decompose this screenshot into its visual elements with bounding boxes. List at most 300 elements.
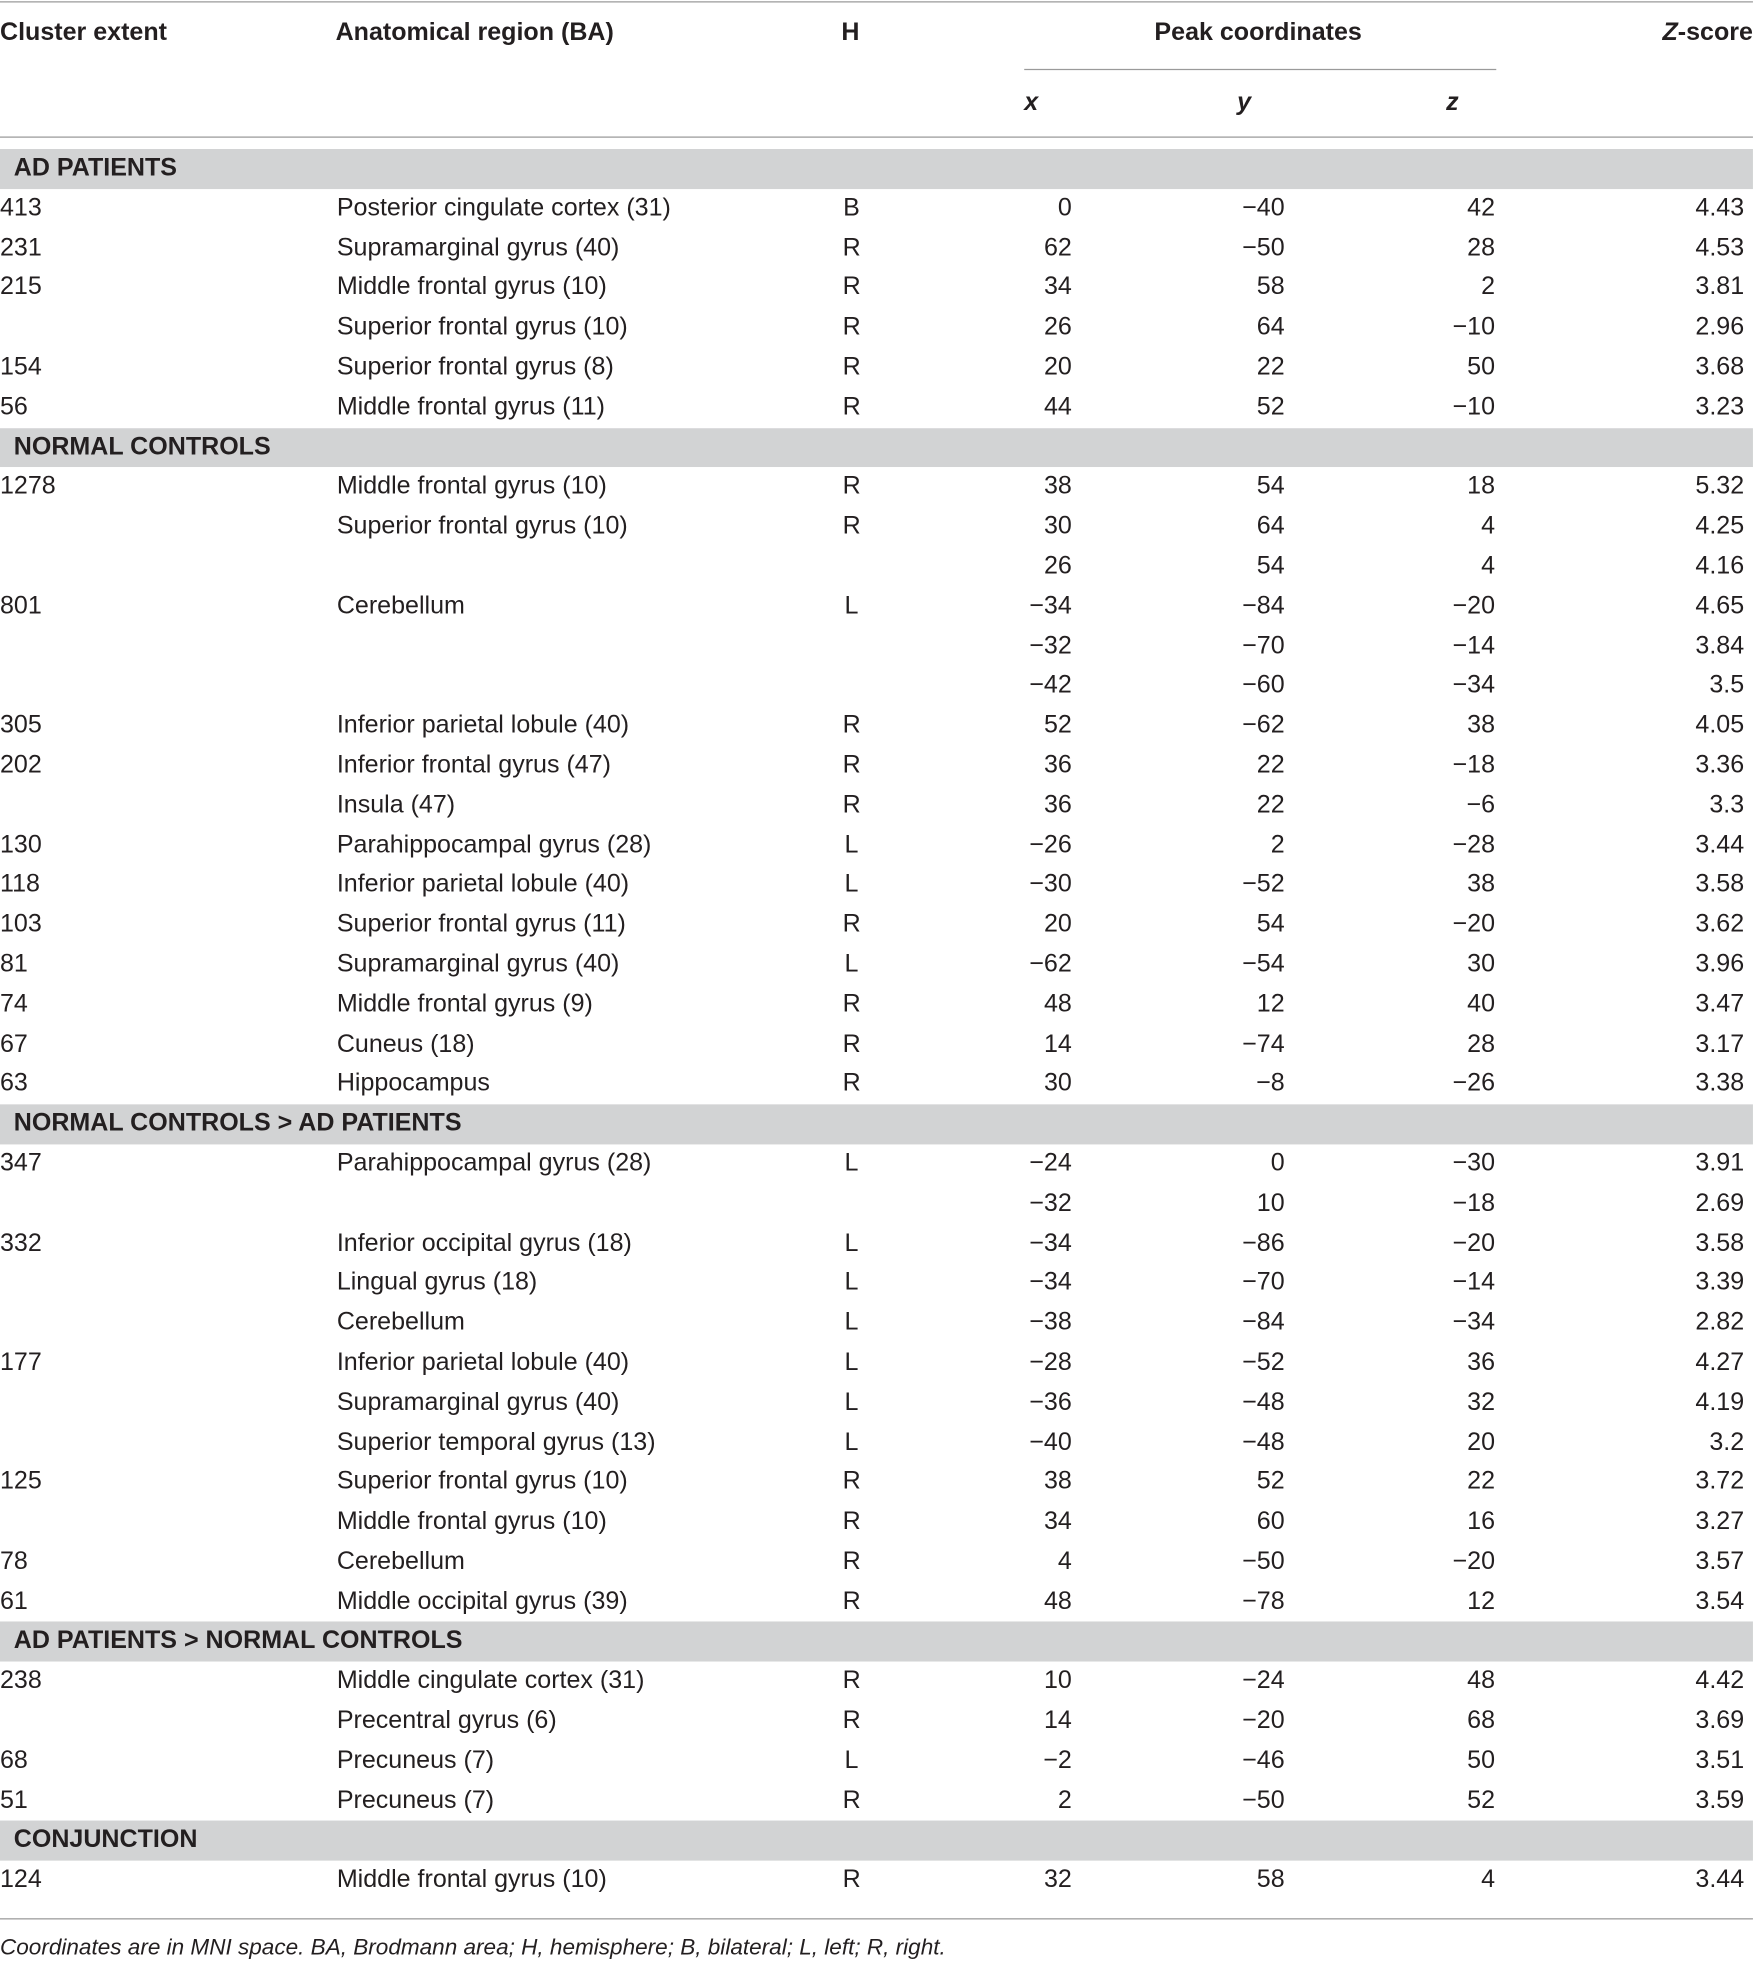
- cell-zscore: 3.58: [1695, 1228, 1745, 1257]
- cell-cluster-extent: 103: [0, 910, 42, 938]
- cell-y: 54: [1256, 910, 1285, 938]
- table-row: [0, 826, 1753, 866]
- cell-y: −74: [1242, 1029, 1285, 1058]
- cell-y: −20: [1242, 1706, 1285, 1735]
- cell-x: 34: [1043, 1507, 1072, 1536]
- cell-y: −60: [1242, 671, 1285, 700]
- cell-anatomical-region: Hippocampus: [336, 1069, 490, 1098]
- cell-y: 12: [1256, 990, 1285, 1018]
- cell-zscore: 3.39: [1695, 1268, 1745, 1297]
- cell-z: −14: [1452, 1268, 1496, 1297]
- cell-x: 26: [1043, 552, 1072, 580]
- cell-cluster-extent: 130: [0, 830, 42, 859]
- header-bottom-rule: [0, 136, 1753, 137]
- cell-cluster-extent: 177: [0, 1348, 42, 1376]
- cell-x: 20: [1043, 910, 1072, 938]
- cell-hemisphere: L: [844, 830, 859, 859]
- cell-cluster-extent: 215: [0, 273, 42, 301]
- cell-anatomical-region: Parahippocampal gyrus (28): [336, 1149, 652, 1177]
- cell-y: −52: [1242, 1348, 1285, 1376]
- header-peak-coordinates: Peak coordinates: [1154, 18, 1362, 47]
- cell-hemisphere: L: [844, 1228, 859, 1257]
- section-label: AD PATIENTS: [13, 154, 178, 182]
- section-header: [0, 149, 1753, 189]
- table-row: [0, 268, 1753, 308]
- header-zscore-rest: -score: [1677, 18, 1753, 47]
- cell-cluster-extent: 801: [0, 591, 42, 620]
- cell-hemisphere: R: [842, 1666, 861, 1695]
- table-row: [0, 348, 1753, 388]
- cell-anatomical-region: Precentral gyrus (6): [336, 1706, 557, 1735]
- header-zscore: [1662, 18, 1752, 48]
- cell-cluster-extent: 125: [0, 1467, 42, 1496]
- cell-x: 48: [1043, 1587, 1072, 1615]
- cell-anatomical-region: Superior frontal gyrus (10): [336, 1467, 628, 1496]
- table-footnote: Coordinates are in MNI space. BA, Brodmann area; H, hemisphere; B, bilateral; L, left; R, right.: [0, 1934, 946, 1960]
- cell-hemisphere: R: [842, 392, 861, 421]
- cell-y: 22: [1256, 791, 1285, 819]
- cell-anatomical-region: Superior temporal gyrus (13): [336, 1428, 656, 1456]
- cell-z: 22: [1467, 1467, 1496, 1496]
- cell-y: −46: [1242, 1746, 1285, 1775]
- cell-cluster-extent: 118: [0, 870, 40, 899]
- cell-hemisphere: R: [842, 512, 861, 540]
- cell-cluster-extent: 67: [0, 1029, 28, 1058]
- cell-cluster-extent: 63: [0, 1069, 28, 1098]
- cell-zscore: 4.43: [1695, 193, 1745, 222]
- cell-z: 2: [1481, 273, 1496, 301]
- table-row: [0, 308, 1753, 348]
- section-header: [0, 428, 1753, 468]
- cell-y: 10: [1256, 1189, 1285, 1217]
- cell-x: −34: [1029, 1268, 1072, 1297]
- cell-y: −52: [1242, 870, 1285, 899]
- cell-z: 16: [1467, 1507, 1496, 1536]
- cell-zscore: 3.59: [1695, 1786, 1745, 1814]
- cell-cluster-extent: 78: [0, 1547, 28, 1576]
- cell-hemisphere: B: [843, 193, 860, 222]
- cell-hemisphere: L: [844, 1388, 859, 1416]
- cell-x: −40: [1029, 1428, 1072, 1456]
- cell-x: 4: [1057, 1547, 1072, 1576]
- cell-x: 62: [1043, 233, 1072, 262]
- cell-x: 26: [1043, 313, 1072, 341]
- cell-x: 36: [1043, 751, 1072, 779]
- cell-y: −50: [1242, 1786, 1285, 1814]
- cell-hemisphere: R: [842, 313, 861, 341]
- cell-z: 20: [1467, 1428, 1496, 1456]
- cell-anatomical-region: Parahippocampal gyrus (28): [336, 830, 652, 859]
- cell-zscore: 4.25: [1695, 512, 1745, 540]
- table-row: [0, 1343, 1753, 1383]
- cell-z: −6: [1466, 791, 1496, 819]
- cell-z: −26: [1452, 1069, 1496, 1098]
- cell-hemisphere: R: [842, 472, 861, 501]
- cell-hemisphere: R: [842, 1029, 861, 1058]
- cell-x: −32: [1029, 631, 1072, 660]
- cell-y: 52: [1256, 392, 1285, 421]
- header-x: x: [1024, 88, 1039, 117]
- cell-hemisphere: L: [844, 1746, 859, 1775]
- cell-x: −36: [1029, 1388, 1072, 1416]
- cell-x: −42: [1029, 671, 1072, 700]
- cell-anatomical-region: Insula (47): [336, 791, 456, 819]
- cell-zscore: 3.68: [1695, 353, 1745, 381]
- table-row: [0, 547, 1753, 587]
- cell-cluster-extent: 124: [0, 1865, 42, 1894]
- cell-zscore: 3.62: [1695, 910, 1745, 938]
- cell-hemisphere: L: [844, 1348, 859, 1376]
- table-row: [0, 905, 1753, 945]
- table-row: [0, 1781, 1753, 1821]
- cell-y: −86: [1242, 1228, 1285, 1257]
- table-row: [0, 1264, 1753, 1304]
- cell-z: 4: [1481, 552, 1496, 580]
- section-label: NORMAL CONTROLS > AD PATIENTS: [13, 1109, 462, 1138]
- cell-y: −8: [1256, 1069, 1285, 1098]
- cell-hemisphere: L: [844, 870, 859, 899]
- cell-zscore: 3.72: [1695, 1467, 1745, 1496]
- header-zscore-italic: Z: [1662, 18, 1678, 47]
- cell-cluster-extent: 56: [0, 392, 28, 421]
- cell-hemisphere: R: [842, 353, 861, 381]
- table-row: [0, 189, 1753, 229]
- cell-cluster-extent: 1278: [0, 472, 56, 501]
- cell-x: −38: [1029, 1308, 1072, 1337]
- cell-y: −70: [1242, 1268, 1285, 1297]
- cell-anatomical-region: Supramarginal gyrus (40): [336, 950, 620, 978]
- cell-hemisphere: L: [844, 1268, 859, 1297]
- cell-anatomical-region: Cerebellum: [336, 591, 465, 620]
- cell-x: 36: [1043, 791, 1072, 819]
- cell-anatomical-region: Precuneus (7): [336, 1746, 495, 1775]
- section-label: CONJUNCTION: [13, 1826, 198, 1854]
- cell-z: 38: [1467, 870, 1496, 899]
- cell-cluster-extent: 332: [0, 1228, 42, 1257]
- cell-z: −14: [1452, 631, 1496, 660]
- table-row: [0, 1861, 1753, 1901]
- cell-x: 34: [1043, 273, 1072, 301]
- cell-anatomical-region: Precuneus (7): [336, 1786, 495, 1814]
- cell-anatomical-region: Inferior occipital gyrus (18): [336, 1228, 632, 1257]
- table-row: [0, 468, 1753, 508]
- cell-z: 32: [1467, 1388, 1496, 1416]
- cell-hemisphere: R: [842, 1547, 861, 1576]
- table-row: [0, 945, 1753, 985]
- table-row: [0, 229, 1753, 269]
- cell-hemisphere: R: [842, 233, 861, 262]
- cell-y: −84: [1242, 591, 1285, 620]
- cell-y: 58: [1256, 1865, 1285, 1894]
- cell-zscore: 2.69: [1695, 1189, 1745, 1217]
- section-header: [0, 1105, 1753, 1145]
- table-row: [0, 627, 1753, 667]
- cell-y: 52: [1256, 1467, 1285, 1496]
- cell-anatomical-region: Middle occipital gyrus (39): [336, 1587, 628, 1615]
- cell-y: 58: [1256, 273, 1285, 301]
- cell-hemisphere: R: [842, 1865, 861, 1894]
- cell-y: −48: [1242, 1388, 1285, 1416]
- table-row: [0, 1144, 1753, 1184]
- cell-zscore: 3.17: [1695, 1029, 1745, 1058]
- cell-y: 54: [1256, 552, 1285, 580]
- table-row: [0, 706, 1753, 746]
- cell-y: −50: [1242, 1547, 1285, 1576]
- cell-hemisphere: L: [844, 1308, 859, 1337]
- cell-anatomical-region: Inferior parietal lobule (40): [336, 1348, 630, 1376]
- cell-x: 32: [1043, 1865, 1072, 1894]
- cell-z: 18: [1467, 472, 1496, 501]
- cell-z: −10: [1452, 392, 1496, 421]
- cell-z: 38: [1467, 711, 1496, 739]
- cell-y: 2: [1270, 830, 1285, 859]
- section-label: NORMAL CONTROLS: [13, 432, 271, 461]
- table-row: [0, 1542, 1753, 1582]
- peak-coordinates-rule: [1024, 69, 1496, 70]
- cell-hemisphere: R: [842, 1467, 861, 1496]
- cell-zscore: 3.54: [1695, 1587, 1745, 1615]
- cell-y: 54: [1256, 472, 1285, 501]
- table-row: [0, 1503, 1753, 1543]
- cell-zscore: 3.38: [1695, 1069, 1745, 1098]
- cell-x: −30: [1029, 870, 1072, 899]
- cell-cluster-extent: 81: [0, 950, 28, 978]
- cell-anatomical-region: Cuneus (18): [336, 1029, 475, 1058]
- cell-z: 42: [1467, 193, 1496, 222]
- cell-cluster-extent: 68: [0, 1746, 28, 1775]
- cell-y: 22: [1256, 751, 1285, 779]
- cell-z: −20: [1452, 1547, 1496, 1576]
- cell-z: 28: [1467, 1029, 1496, 1058]
- table-row: [0, 1582, 1753, 1622]
- cell-anatomical-region: Superior frontal gyrus (8): [336, 353, 614, 381]
- cell-z: 30: [1467, 950, 1496, 978]
- cell-anatomical-region: Middle frontal gyrus (10): [336, 1507, 607, 1536]
- header-z: z: [1446, 88, 1459, 117]
- cell-hemisphere: R: [842, 751, 861, 779]
- cell-anatomical-region: Superior frontal gyrus (10): [336, 313, 628, 341]
- cell-x: −2: [1043, 1746, 1072, 1775]
- cell-anatomical-region: Supramarginal gyrus (40): [336, 1388, 620, 1416]
- cell-y: 0: [1270, 1149, 1285, 1177]
- cell-hemisphere: R: [842, 910, 861, 938]
- cell-hemisphere: R: [842, 1069, 861, 1098]
- cell-x: 14: [1043, 1706, 1072, 1735]
- cell-z: −20: [1452, 1228, 1496, 1257]
- cell-cluster-extent: 413: [0, 193, 42, 222]
- table-row: [0, 985, 1753, 1025]
- cell-hemisphere: R: [842, 273, 861, 301]
- cell-cluster-extent: 231: [0, 233, 42, 262]
- cell-z: −20: [1452, 591, 1496, 620]
- cell-x: 30: [1043, 1069, 1072, 1098]
- cell-zscore: 2.82: [1695, 1308, 1745, 1337]
- table-row: [0, 1742, 1753, 1782]
- table-row: [0, 866, 1753, 906]
- table-row: [0, 1662, 1753, 1702]
- cell-x: 10: [1043, 1666, 1072, 1695]
- cell-z: −34: [1452, 1308, 1496, 1337]
- cell-hemisphere: L: [844, 950, 859, 978]
- cell-cluster-extent: 305: [0, 711, 42, 739]
- table-body: [0, 149, 1753, 1901]
- cell-x: −62: [1029, 950, 1072, 978]
- header-anatomical-region: Anatomical region (BA): [335, 18, 614, 47]
- cell-z: 40: [1467, 990, 1496, 1018]
- cell-anatomical-region: Middle frontal gyrus (11): [336, 392, 605, 421]
- header-hemisphere: H: [841, 18, 860, 47]
- cell-zscore: 3.96: [1695, 950, 1745, 978]
- table-row: [0, 667, 1753, 707]
- cell-x: 52: [1043, 711, 1072, 739]
- cell-anatomical-region: Supramarginal gyrus (40): [336, 233, 620, 262]
- cell-x: −34: [1029, 1228, 1072, 1257]
- cell-z: 48: [1467, 1666, 1496, 1695]
- cell-hemisphere: R: [842, 990, 861, 1018]
- cell-x: 38: [1043, 472, 1072, 501]
- cell-y: −50: [1242, 233, 1285, 262]
- cell-x: −24: [1029, 1149, 1072, 1177]
- table-row: [0, 1423, 1753, 1463]
- cell-zscore: 3.91: [1695, 1149, 1745, 1177]
- cell-z: −10: [1452, 313, 1496, 341]
- cell-hemisphere: R: [842, 1706, 861, 1735]
- cell-y: 64: [1256, 512, 1285, 540]
- cell-cluster-extent: 51: [0, 1786, 28, 1814]
- cell-zscore: 3.27: [1695, 1507, 1745, 1536]
- cell-x: −28: [1029, 1348, 1072, 1376]
- cell-cluster-extent: 61: [0, 1587, 28, 1615]
- cell-zscore: 3.81: [1695, 273, 1745, 301]
- cell-anatomical-region: Posterior cingulate cortex (31): [336, 193, 671, 222]
- cell-zscore: 3.44: [1695, 1865, 1745, 1894]
- table-row: [0, 1383, 1753, 1423]
- cell-z: 4: [1481, 1865, 1496, 1894]
- cell-zscore: 3.84: [1695, 631, 1745, 660]
- cell-x: 44: [1043, 392, 1072, 421]
- header-y: y: [1237, 88, 1252, 117]
- cell-z: 4: [1481, 512, 1496, 540]
- cell-x: 38: [1043, 1467, 1072, 1496]
- table-row: [0, 1702, 1753, 1742]
- table-row: [0, 1184, 1753, 1224]
- table-row: [0, 1304, 1753, 1344]
- section-label: AD PATIENTS > NORMAL CONTROLS: [13, 1627, 463, 1655]
- table-row: [0, 388, 1753, 428]
- cell-zscore: 3.3: [1709, 791, 1745, 819]
- table-row: [0, 1025, 1753, 1065]
- cell-z: −20: [1452, 910, 1496, 938]
- cell-anatomical-region: Inferior parietal lobule (40): [336, 870, 630, 899]
- cell-x: 14: [1043, 1029, 1072, 1058]
- cell-x: −34: [1029, 591, 1072, 620]
- cell-hemisphere: L: [844, 1428, 859, 1456]
- table-row: [0, 746, 1753, 786]
- cell-cluster-extent: 347: [0, 1149, 42, 1177]
- cell-z: −30: [1452, 1149, 1496, 1177]
- cell-anatomical-region: Cerebellum: [336, 1308, 465, 1337]
- cell-x: −26: [1029, 830, 1072, 859]
- cell-zscore: 3.23: [1695, 392, 1745, 421]
- cell-zscore: 3.69: [1695, 1706, 1745, 1735]
- cell-y: −48: [1242, 1428, 1285, 1456]
- cell-z: 28: [1467, 233, 1496, 262]
- table-row: [0, 1224, 1753, 1264]
- cell-zscore: 2.96: [1695, 313, 1745, 341]
- table-row: [0, 587, 1753, 627]
- cell-z: 68: [1467, 1706, 1496, 1735]
- cell-z: −34: [1452, 671, 1496, 700]
- cell-hemisphere: L: [844, 1149, 859, 1177]
- cell-y: 22: [1256, 353, 1285, 381]
- cell-x: −32: [1029, 1189, 1072, 1217]
- cell-anatomical-region: Middle frontal gyrus (9): [336, 990, 593, 1018]
- cell-zscore: 3.51: [1695, 1746, 1745, 1775]
- cell-y: −70: [1242, 631, 1285, 660]
- cell-zscore: 4.65: [1695, 591, 1745, 620]
- table-row: [0, 1065, 1753, 1105]
- cell-cluster-extent: 74: [0, 990, 28, 1018]
- cell-x: 20: [1043, 353, 1072, 381]
- cell-zscore: 4.19: [1695, 1388, 1745, 1416]
- cell-zscore: 4.53: [1695, 233, 1745, 262]
- cell-cluster-extent: 154: [0, 353, 42, 381]
- cell-anatomical-region: Lingual gyrus (18): [336, 1268, 538, 1297]
- cell-zscore: 3.57: [1695, 1547, 1745, 1576]
- cell-zscore: 3.58: [1695, 870, 1745, 899]
- table-row: [0, 786, 1753, 826]
- cell-y: −62: [1242, 711, 1285, 739]
- cell-anatomical-region: Inferior parietal lobule (40): [336, 711, 630, 739]
- table-bottom-rule: [0, 1918, 1753, 1919]
- cell-y: −84: [1242, 1308, 1285, 1337]
- cell-z: 12: [1467, 1587, 1496, 1615]
- cell-y: −54: [1242, 950, 1285, 978]
- cell-hemisphere: R: [842, 791, 861, 819]
- cell-z: −18: [1452, 751, 1496, 779]
- cell-x: 30: [1043, 512, 1072, 540]
- table-top-rule: [0, 1, 1753, 2]
- cell-zscore: 3.2: [1709, 1428, 1745, 1456]
- cell-zscore: 4.42: [1695, 1666, 1745, 1695]
- cell-z: −28: [1452, 830, 1496, 859]
- table-row: [0, 507, 1753, 547]
- cell-zscore: 3.5: [1709, 671, 1745, 700]
- table-row: [0, 1463, 1753, 1503]
- cell-y: −78: [1242, 1587, 1285, 1615]
- cell-hemisphere: R: [842, 711, 861, 739]
- cell-z: 50: [1467, 353, 1496, 381]
- cell-anatomical-region: Middle frontal gyrus (10): [336, 1865, 607, 1894]
- cell-anatomical-region: Superior frontal gyrus (10): [336, 512, 628, 540]
- cell-cluster-extent: 202: [0, 751, 42, 779]
- cell-hemisphere: R: [842, 1786, 861, 1814]
- cell-anatomical-region: Inferior frontal gyrus (47): [336, 751, 612, 779]
- cell-x: 2: [1057, 1786, 1072, 1814]
- cell-y: −24: [1242, 1666, 1285, 1695]
- cell-hemisphere: R: [842, 1507, 861, 1536]
- section-header: [0, 1622, 1753, 1662]
- cell-x: 48: [1043, 990, 1072, 1018]
- cell-z: 36: [1467, 1348, 1496, 1376]
- cell-zscore: 4.05: [1695, 711, 1745, 739]
- cell-zscore: 4.16: [1695, 552, 1745, 580]
- cell-zscore: 3.44: [1695, 830, 1745, 859]
- cell-zscore: 3.47: [1695, 990, 1745, 1018]
- cell-zscore: 3.36: [1695, 751, 1745, 779]
- cell-y: 60: [1256, 1507, 1285, 1536]
- cell-x: 0: [1057, 193, 1072, 222]
